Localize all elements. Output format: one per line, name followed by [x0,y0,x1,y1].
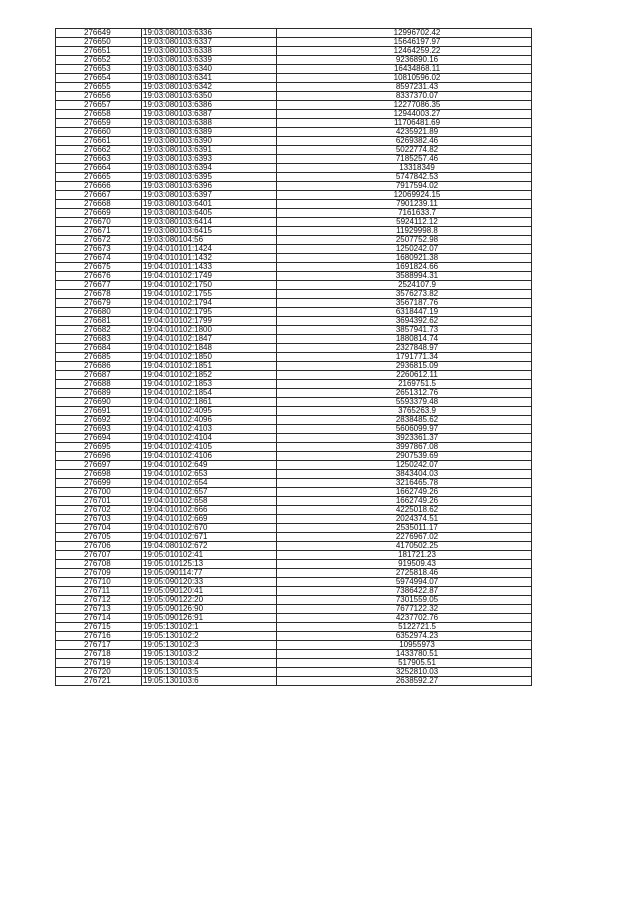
table-row [56,434,532,443]
value-cell: 8597231.43 [277,83,532,92]
cadastral-number-cell: 19:03:080103:6390 [142,137,277,146]
table-row [56,416,532,425]
row-number-cell: 276668 [56,200,142,209]
value-cell: 12996702.42 [277,29,532,38]
cadastral-number-cell: 19:03:080103:6350 [142,92,277,101]
cadastral-number-cell: 19:03:080103:6339 [142,56,277,65]
cadastral-number-cell: 19:03:080103:6415 [142,227,277,236]
cadastral-number-cell: 19:04:010102:1755 [142,290,277,299]
table-row [56,344,532,353]
cadastral-number-cell: 19:04:010102:1795 [142,308,277,317]
table-row [56,92,532,101]
cadastral-number-cell: 19:04:010102:653 [142,470,277,479]
row-number-cell: 276716 [56,632,142,641]
row-number-cell: 276718 [56,650,142,659]
value-cell: 2524107.9 [277,281,532,290]
table-row [56,641,532,650]
row-number-cell: 276667 [56,191,142,200]
table-row [56,155,532,164]
value-cell: 4237702.76 [277,614,532,623]
table-row [56,677,532,686]
value-cell: 6318447.19 [277,308,532,317]
table-row [56,542,532,551]
cadastral-number-cell: 19:03:080103:6389 [142,128,277,137]
table-row [56,47,532,56]
cadastral-number-cell: 19:04:010102:4104 [142,434,277,443]
cadastral-number-cell: 19:05:090122:20 [142,596,277,605]
table-row [56,38,532,47]
value-cell: 3923361.37 [277,434,532,443]
table-row [56,605,532,614]
row-number-cell: 276704 [56,524,142,533]
table-row [56,533,532,542]
table-row [56,74,532,83]
table-row [56,560,532,569]
row-number-cell: 276669 [56,209,142,218]
table-row [56,596,532,605]
cadastral-number-cell: 19:04:010102:657 [142,488,277,497]
value-cell: 1680921.38 [277,254,532,263]
value-cell: 3857941.73 [277,326,532,335]
cadastral-number-cell: 19:05:090120:33 [142,578,277,587]
cadastral-number-cell: 19:04:010102:4095 [142,407,277,416]
table-row [56,623,532,632]
table-row [56,452,532,461]
row-number-cell: 276719 [56,659,142,668]
value-cell: 1250242.07 [277,245,532,254]
row-number-cell: 276685 [56,353,142,362]
row-number-cell: 276720 [56,668,142,677]
value-cell: 10810596.02 [277,74,532,83]
row-number-cell: 276679 [56,299,142,308]
cadastral-number-cell: 19:05:130103:5 [142,668,277,677]
table-row [56,362,532,371]
cadastral-number-cell: 19:03:080103:6396 [142,182,277,191]
table-row [56,326,532,335]
table-row [56,398,532,407]
table-row [56,551,532,560]
cadastral-number-cell: 19:05:010102:41 [142,551,277,560]
table-row [56,380,532,389]
cadastral-number-cell: 19:04:010102:1800 [142,326,277,335]
row-number-cell: 276702 [56,506,142,515]
cadastral-number-cell: 19:03:080103:6341 [142,74,277,83]
table-row [56,353,532,362]
value-cell: 5122721.5 [277,623,532,632]
table-row [56,488,532,497]
cadastral-number-cell: 19:03:080103:6414 [142,218,277,227]
value-cell: 3588994.31 [277,272,532,281]
row-number-cell: 276677 [56,281,142,290]
table-row [56,290,532,299]
value-cell: 11706481.69 [277,119,532,128]
value-cell: 517905.51 [277,659,532,668]
table-row [56,128,532,137]
value-cell: 5606099.97 [277,425,532,434]
cadastral-number-cell: 19:05:130102:3 [142,641,277,650]
table-row [56,389,532,398]
row-number-cell: 276699 [56,479,142,488]
value-cell: 2024374.51 [277,515,532,524]
cadastral-number-cell: 19:03:080103:6394 [142,164,277,173]
cadastral-number-cell: 19:04:010102:649 [142,461,277,470]
cadastral-number-cell: 19:04:010102:1749 [142,272,277,281]
row-number-cell: 276701 [56,497,142,506]
value-cell: 5747842.53 [277,173,532,182]
value-cell: 2638592.27 [277,677,532,686]
cadastral-number-cell: 19:05:130103:4 [142,659,277,668]
value-cell: 2936815.09 [277,362,532,371]
row-number-cell: 276706 [56,542,142,551]
row-number-cell: 276657 [56,101,142,110]
cadastral-number-cell: 19:05:090126:90 [142,605,277,614]
row-number-cell: 276689 [56,389,142,398]
row-number-cell: 276686 [56,362,142,371]
table-row [56,281,532,290]
row-number-cell: 276721 [56,677,142,686]
cadastral-number-cell: 19:04:010101:1433 [142,263,277,272]
value-cell: 2327848.97 [277,344,532,353]
table-row [56,254,532,263]
row-number-cell: 276711 [56,587,142,596]
row-number-cell: 276690 [56,398,142,407]
cadastral-number-cell: 19:03:080103:6395 [142,173,277,182]
row-number-cell: 276681 [56,317,142,326]
value-cell: 6269382.46 [277,137,532,146]
cadastral-number-cell: 19:03:080103:6336 [142,29,277,38]
value-cell: 5022774.82 [277,146,532,155]
value-cell: 919509.43 [277,560,532,569]
row-number-cell: 276710 [56,578,142,587]
table-row [56,425,532,434]
cadastral-number-cell: 19:04:010102:1847 [142,335,277,344]
cadastral-number-cell: 19:04:010102:658 [142,497,277,506]
cadastral-number-cell: 19:05:130103:6 [142,677,277,686]
value-cell: 4235921.89 [277,128,532,137]
cadastral-number-cell: 19:05:090114:77 [142,569,277,578]
value-cell: 16434868.11 [277,65,532,74]
cadastral-number-cell: 19:04:010102:670 [142,524,277,533]
row-number-cell: 276676 [56,272,142,281]
value-cell: 7185257.46 [277,155,532,164]
table-row [56,83,532,92]
value-cell: 2169751.5 [277,380,532,389]
table-row [56,65,532,74]
cadastral-number-cell: 19:04:010102:1854 [142,389,277,398]
cadastral-number-cell: 19:03:080103:6393 [142,155,277,164]
cadastral-number-cell: 19:04:010102:671 [142,533,277,542]
cadastral-number-cell: 19:03:080103:6338 [142,47,277,56]
cadastral-number-cell: 19:04:010102:4106 [142,452,277,461]
cadastral-number-cell: 19:05:090120:41 [142,587,277,596]
value-cell: 5924112.12 [277,218,532,227]
row-number-cell: 276688 [56,380,142,389]
cadastral-number-cell: 19:04:010102:1848 [142,344,277,353]
row-number-cell: 276683 [56,335,142,344]
table-row [56,587,532,596]
row-number-cell: 276670 [56,218,142,227]
table-row [56,29,532,38]
value-cell: 7386422.87 [277,587,532,596]
row-number-cell: 276687 [56,371,142,380]
cadastral-number-cell: 19:05:130102:1 [142,623,277,632]
cadastral-number-cell: 19:03:080103:6387 [142,110,277,119]
cadastral-number-cell: 19:04:010102:1850 [142,353,277,362]
table-row [56,668,532,677]
table-row [56,650,532,659]
row-number-cell: 276695 [56,443,142,452]
value-cell: 1691824.66 [277,263,532,272]
cadastral-number-cell: 19:04:010102:4103 [142,425,277,434]
cadastral-number-cell: 19:05:090126:91 [142,614,277,623]
row-number-cell: 276693 [56,425,142,434]
cadastral-number-cell: 19:04:010102:1852 [142,371,277,380]
table-row [56,119,532,128]
value-cell: 12069924.15 [277,191,532,200]
table-row [56,146,532,155]
cadastral-number-cell: 19:03:080104:56 [142,236,277,245]
value-cell: 12944003.27 [277,110,532,119]
table-row [56,578,532,587]
row-number-cell: 276653 [56,65,142,74]
data-table [55,28,532,686]
cadastral-number-cell: 19:04:010102:1861 [142,398,277,407]
table-row [56,209,532,218]
value-cell: 3216465.78 [277,479,532,488]
value-cell: 7917594.02 [277,182,532,191]
value-cell: 4170502.25 [277,542,532,551]
table-row [56,101,532,110]
value-cell: 15646197.97 [277,38,532,47]
value-cell: 2651312.76 [277,389,532,398]
cadastral-number-cell: 19:05:130103:2 [142,650,277,659]
value-cell: 3694392.62 [277,317,532,326]
value-cell: 7301559.05 [277,596,532,605]
table-row [56,299,532,308]
table-row [56,164,532,173]
cadastral-number-cell: 19:03:080103:6386 [142,101,277,110]
table-row [56,236,532,245]
table-row [56,632,532,641]
value-cell: 1880814.74 [277,335,532,344]
value-cell: 1662749.26 [277,497,532,506]
row-number-cell: 276663 [56,155,142,164]
table-row [56,110,532,119]
table-row [56,173,532,182]
value-cell: 3576273.82 [277,290,532,299]
row-number-cell: 276703 [56,515,142,524]
row-number-cell: 276655 [56,83,142,92]
value-cell: 2838485.62 [277,416,532,425]
table-row [56,497,532,506]
value-cell: 7677122.32 [277,605,532,614]
row-number-cell: 276671 [56,227,142,236]
cadastral-number-cell: 19:03:080103:6397 [142,191,277,200]
cadastral-number-cell: 19:04:010102:1794 [142,299,277,308]
value-cell: 1791771.34 [277,353,532,362]
table-row [56,335,532,344]
table-row [56,569,532,578]
table-row [56,506,532,515]
row-number-cell: 276661 [56,137,142,146]
table-row [56,272,532,281]
row-number-cell: 276708 [56,560,142,569]
table-row [56,218,532,227]
value-cell: 3567187.76 [277,299,532,308]
cadastral-number-cell: 19:05:010125:13 [142,560,277,569]
cadastral-number-cell: 19:03:080103:6342 [142,83,277,92]
row-number-cell: 276707 [56,551,142,560]
cadastral-number-cell: 19:04:010101:1424 [142,245,277,254]
value-cell: 5974994.07 [277,578,532,587]
row-number-cell: 276712 [56,596,142,605]
table-row [56,524,532,533]
value-cell: 2507752.98 [277,236,532,245]
row-number-cell: 276658 [56,110,142,119]
row-number-cell: 276659 [56,119,142,128]
table-row [56,461,532,470]
value-cell: 5593379.48 [277,398,532,407]
cadastral-number-cell: 19:04:010102:1853 [142,380,277,389]
value-cell: 9236890.16 [277,56,532,65]
value-cell: 11929998.8 [277,227,532,236]
value-cell: 1250242.07 [277,461,532,470]
value-cell: 2535011.17 [277,524,532,533]
row-number-cell: 276660 [56,128,142,137]
table-row [56,479,532,488]
cadastral-number-cell: 19:03:080103:6405 [142,209,277,218]
row-number-cell: 276672 [56,236,142,245]
value-cell: 181721.23 [277,551,532,560]
cadastral-number-cell: 19:04:010102:1851 [142,362,277,371]
value-cell: 7901239.11 [277,200,532,209]
table-row [56,614,532,623]
cadastral-number-cell: 19:04:010102:4105 [142,443,277,452]
cadastral-number-cell: 19:03:080103:6401 [142,200,277,209]
cadastral-number-cell: 19:04:010102:1799 [142,317,277,326]
row-number-cell: 276654 [56,74,142,83]
table-row [56,200,532,209]
row-number-cell: 276713 [56,605,142,614]
table-row [56,263,532,272]
table-body [56,29,532,686]
value-cell: 2725818.46 [277,569,532,578]
cadastral-number-cell: 19:03:080103:6337 [142,38,277,47]
cadastral-number-cell: 19:04:010102:666 [142,506,277,515]
cadastral-number-cell: 19:04:010102:4096 [142,416,277,425]
table-row [56,227,532,236]
row-number-cell: 276666 [56,182,142,191]
value-cell: 3843404.03 [277,470,532,479]
value-cell: 2260612.11 [277,371,532,380]
row-number-cell: 276715 [56,623,142,632]
value-cell: 3252810.03 [277,668,532,677]
row-number-cell: 276650 [56,38,142,47]
row-number-cell: 276714 [56,614,142,623]
row-number-cell: 276709 [56,569,142,578]
row-number-cell: 276684 [56,344,142,353]
table-row [56,659,532,668]
cadastral-number-cell: 19:03:080103:6388 [142,119,277,128]
value-cell: 3997867.08 [277,443,532,452]
row-number-cell: 276674 [56,254,142,263]
cadastral-number-cell: 19:04:080102:672 [142,542,277,551]
row-number-cell: 276673 [56,245,142,254]
row-number-cell: 276664 [56,164,142,173]
table-row [56,371,532,380]
cadastral-number-cell: 19:05:130102:2 [142,632,277,641]
row-number-cell: 276698 [56,470,142,479]
cadastral-number-cell: 19:03:080103:6340 [142,65,277,74]
row-number-cell: 276649 [56,29,142,38]
value-cell: 2276967.02 [277,533,532,542]
row-number-cell: 276717 [56,641,142,650]
row-number-cell: 276665 [56,173,142,182]
row-number-cell: 276656 [56,92,142,101]
value-cell: 13318349 [277,164,532,173]
row-number-cell: 276675 [56,263,142,272]
value-cell: 8337370.07 [277,92,532,101]
value-cell: 3765263.9 [277,407,532,416]
table-row [56,443,532,452]
table-row [56,182,532,191]
row-number-cell: 276651 [56,47,142,56]
value-cell: 12464259.22 [277,47,532,56]
row-number-cell: 276682 [56,326,142,335]
table-row [56,308,532,317]
row-number-cell: 276694 [56,434,142,443]
table-row [56,56,532,65]
table-row [56,137,532,146]
cadastral-number-cell: 19:04:010102:669 [142,515,277,524]
value-cell: 4225018.62 [277,506,532,515]
row-number-cell: 276697 [56,461,142,470]
table-row [56,515,532,524]
cadastral-number-cell: 19:03:080103:6391 [142,146,277,155]
table-row [56,245,532,254]
row-number-cell: 276652 [56,56,142,65]
row-number-cell: 276662 [56,146,142,155]
row-number-cell: 276691 [56,407,142,416]
value-cell: 6352974.23 [277,632,532,641]
table-row [56,470,532,479]
row-number-cell: 276700 [56,488,142,497]
value-cell: 10955973 [277,641,532,650]
value-cell: 7161633.7 [277,209,532,218]
row-number-cell: 276692 [56,416,142,425]
row-number-cell: 276678 [56,290,142,299]
cadastral-number-cell: 19:04:010102:1750 [142,281,277,290]
table-row [56,407,532,416]
row-number-cell: 276705 [56,533,142,542]
row-number-cell: 276680 [56,308,142,317]
cadastral-number-cell: 19:04:010102:654 [142,479,277,488]
value-cell: 2907539.69 [277,452,532,461]
value-cell: 1433780.51 [277,650,532,659]
value-cell: 1662749.26 [277,488,532,497]
value-cell: 12277086.35 [277,101,532,110]
table-row [56,191,532,200]
table-row [56,317,532,326]
cadastral-number-cell: 19:04:010101:1432 [142,254,277,263]
row-number-cell: 276696 [56,452,142,461]
